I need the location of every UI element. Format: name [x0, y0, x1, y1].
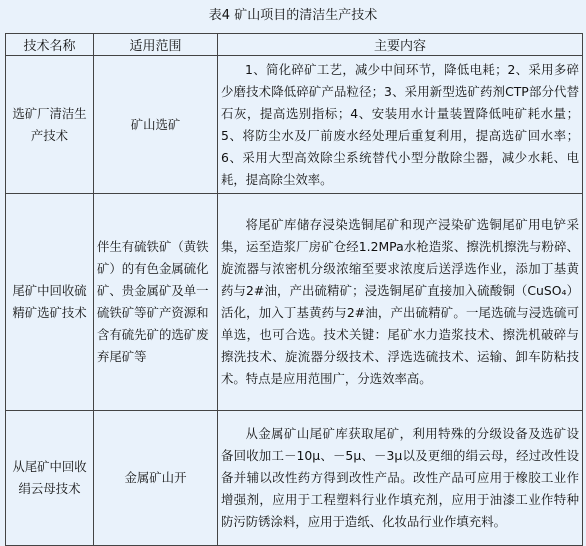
row-content-text: 将尾矿库储存浸染选铜尾矿和现产浸染矿选铜尾矿用电铲采集，运至造浆厂房矿仓经1.2MPa水枪造浆、擦洗机擦洗与粉碎、旋流器与浓密机分级浓缩至要求浓度后送浮选作业，添加丁基黄药与2#油，产出硫精矿；浸选铜尾矿直接加入硫酸铜（CuSO₄）活化，加入丁基黄药与2#油，产出硫精矿。一尾选硫与浸选硫可单选，也可合选。技术关键：尾矿水力造浆技术、擦洗机破碎与擦洗技术、旋流器分级技术、浮选选硫技术、运输、卸车防粘技术。特点是应用范围广，分选效率高。 — [221, 217, 579, 386]
header-tech-name: 技术名称 — [6, 34, 94, 56]
row-scope: 矿山选矿 — [94, 56, 218, 194]
row-content-text: 1、简化碎矿工艺，减少中间环节，降低电耗；2、采用多碎少磨技术降低碎矿产品粒径；3、采用新型选矿药剂CTP部分代替石灰，提高选别指标；4、安装用水计量装置降低吨矿耗水量；5、将防尘水及厂前废水经处理后重复利用，提高选矿回水率；6、采用大型高效除尘系统替代小型分散除尘器，减少水耗、电耗，提高除尘效率。 — [221, 61, 579, 187]
row-content-text: 从金属矿山尾矿库获取尾矿，利用特殊的分级设备及选矿设备回收加工－10μ、－5μ、－3μ以及更细的绢云母，经过改性设备并辅以改性药方得到改性产品。改性产品可应用于橡胶工业作增强剂，应用于工程塑料行业作填充剂，应用于油漆工业作特种防污防锈涂料，应用于造纸、化妆品行业作填充料。 — [221, 426, 579, 529]
row-scope: 伴生有硫铁矿（黄铁矿）的有色金属硫化矿、贵金属矿及单一硫铁矿等矿产资源和含有硫先矿的选矿废弃尾矿等 — [94, 194, 218, 411]
table-row — [6, 56, 583, 194]
row-scope: 金属矿山开 — [94, 411, 218, 546]
clean-production-table — [5, 33, 583, 546]
row-content — [218, 56, 583, 194]
row-tech-name: 从尾矿中回收绢云母技术 — [6, 411, 94, 546]
table-row — [6, 411, 583, 546]
header-scope: 适用范围 — [94, 34, 218, 56]
table-caption: 表4 矿山项目的清洁生产技术 — [208, 8, 378, 23]
header-main-content: 主要内容 — [218, 34, 583, 56]
table-header-row — [6, 34, 583, 56]
row-content — [218, 194, 583, 411]
row-tech-name: 尾矿中回收硫精矿选矿技术 — [6, 194, 94, 411]
row-tech-name: 选矿厂清洁生产技术 — [6, 56, 94, 194]
row-content — [218, 411, 583, 546]
table-row — [6, 194, 583, 411]
